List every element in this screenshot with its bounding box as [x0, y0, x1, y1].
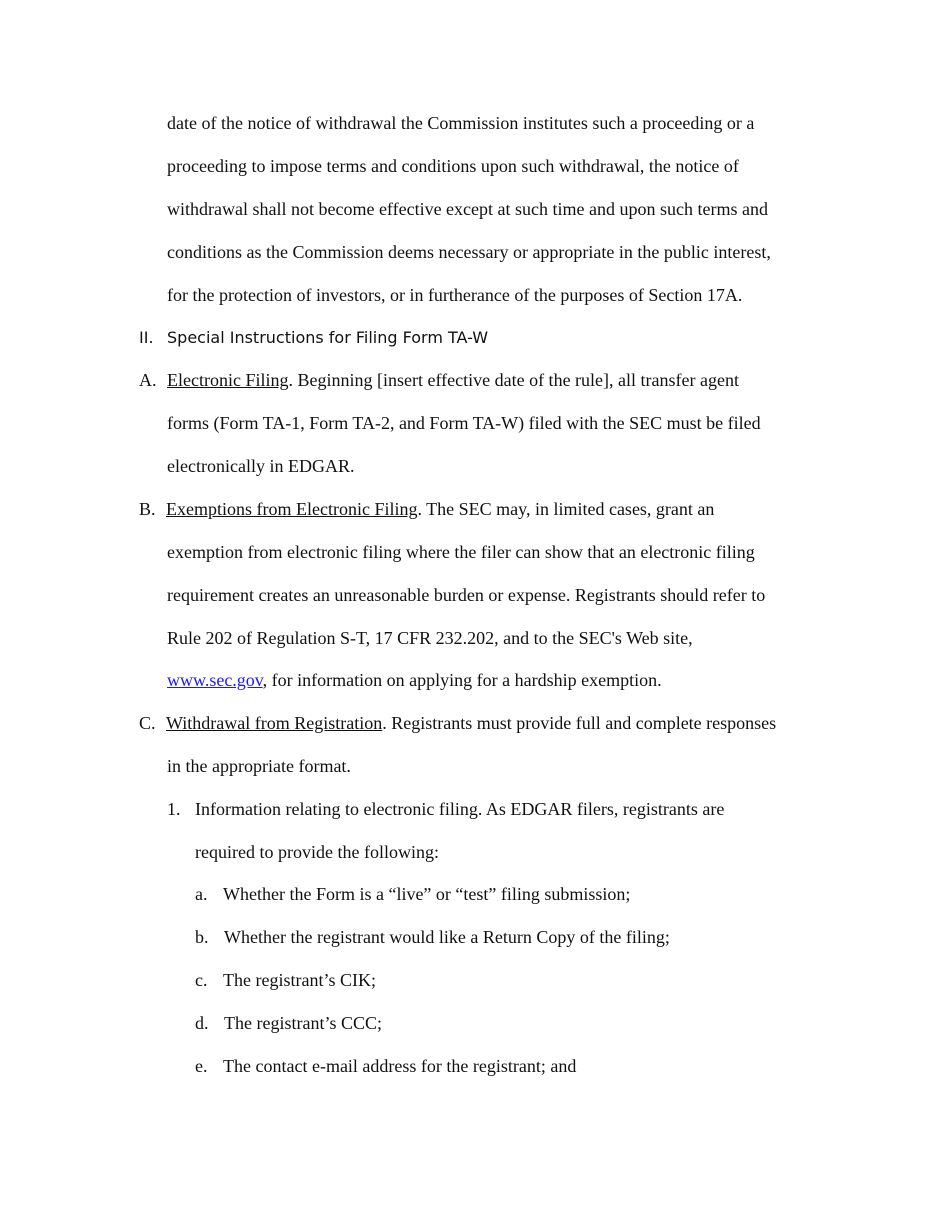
item-a-title: Electronic Filing: [167, 370, 289, 390]
subitem-e-text: The contact e-mail address for the registrant; and: [223, 1056, 577, 1076]
subitem-b-text: Whether the registrant would like a Return Copy of the filing;: [224, 927, 670, 947]
subitem-d-text: The registrant’s CCC;: [224, 1013, 382, 1033]
item-b-first-line-rest: . The SEC may, in limited cases, grant an: [417, 499, 715, 519]
subitem-d-letter: d.: [195, 1013, 209, 1033]
item-c-first-line-rest: . Registrants must provide full and complete responses: [382, 713, 777, 733]
item-c-line-2: in the appropriate format.: [167, 756, 351, 776]
item-c-title: Withdrawal from Registration: [166, 713, 383, 733]
item-a-line-3: electronically in EDGAR.: [167, 456, 355, 476]
item-b-line-2: exemption from electronic filing where the filer can show that an electronic filing: [167, 542, 755, 562]
subitem-e-letter: e.: [195, 1056, 208, 1076]
item-b-first-line: [166, 498, 714, 520]
item-c-first-line: [166, 712, 776, 734]
subitem-c-letter: c.: [195, 970, 208, 990]
intro-line-2: proceeding to impose terms and conditions upon such withdrawal, the notice of: [167, 156, 739, 176]
item-c-letter: C.: [139, 713, 156, 733]
intro-line-3: withdrawal shall not become effective except at such time and upon such terms and: [167, 199, 768, 219]
item-b-letter: B.: [139, 499, 156, 519]
subitem-b-letter: b.: [195, 927, 209, 947]
sec-website-link[interactable]: www.sec.gov: [167, 670, 263, 690]
item-a-first-line: [167, 369, 739, 391]
item-1-line-1: Information relating to electronic filing. As EDGAR filers, registrants are: [195, 799, 725, 819]
item-b-line-5: [167, 669, 662, 691]
item-b-line-5-rest: , for information on applying for a hardship exemption.: [262, 670, 662, 690]
intro-line-4: conditions as the Commission deems necessary or appropriate in the public interest,: [167, 242, 771, 262]
intro-line-1: date of the notice of withdrawal the Commission institutes such a proceeding or a: [167, 113, 755, 133]
subitem-c-text: The registrant’s CIK;: [223, 970, 376, 990]
section-2-title: Special Instructions for Filing Form TA-W: [167, 328, 489, 347]
section-2-number: II.: [139, 328, 154, 347]
item-b-title: Exemptions from Electronic Filing: [166, 499, 418, 519]
subitem-a-text: Whether the Form is a “live” or “test” filing submission;: [223, 884, 631, 904]
item-1-line-2: required to provide the following:: [195, 842, 439, 862]
item-b-line-3: requirement creates an unreasonable burden or expense. Registrants should refer to: [167, 585, 766, 605]
item-b-line-4: Rule 202 of Regulation S-T, 17 CFR 232.202, and to the SEC's Web site,: [167, 628, 693, 648]
subitem-a-letter: a.: [195, 884, 208, 904]
item-1-number: 1.: [167, 799, 181, 819]
intro-line-5: for the protection of investors, or in furtherance of the purposes of Section 17A.: [167, 285, 743, 305]
item-a-first-line-rest: . Beginning [insert effective date of the rule], all transfer agent: [288, 370, 739, 390]
item-a-letter: A.: [139, 370, 157, 390]
item-a-line-2: forms (Form TA-1, Form TA-2, and Form TA-W) filed with the SEC must be filed: [167, 413, 761, 433]
